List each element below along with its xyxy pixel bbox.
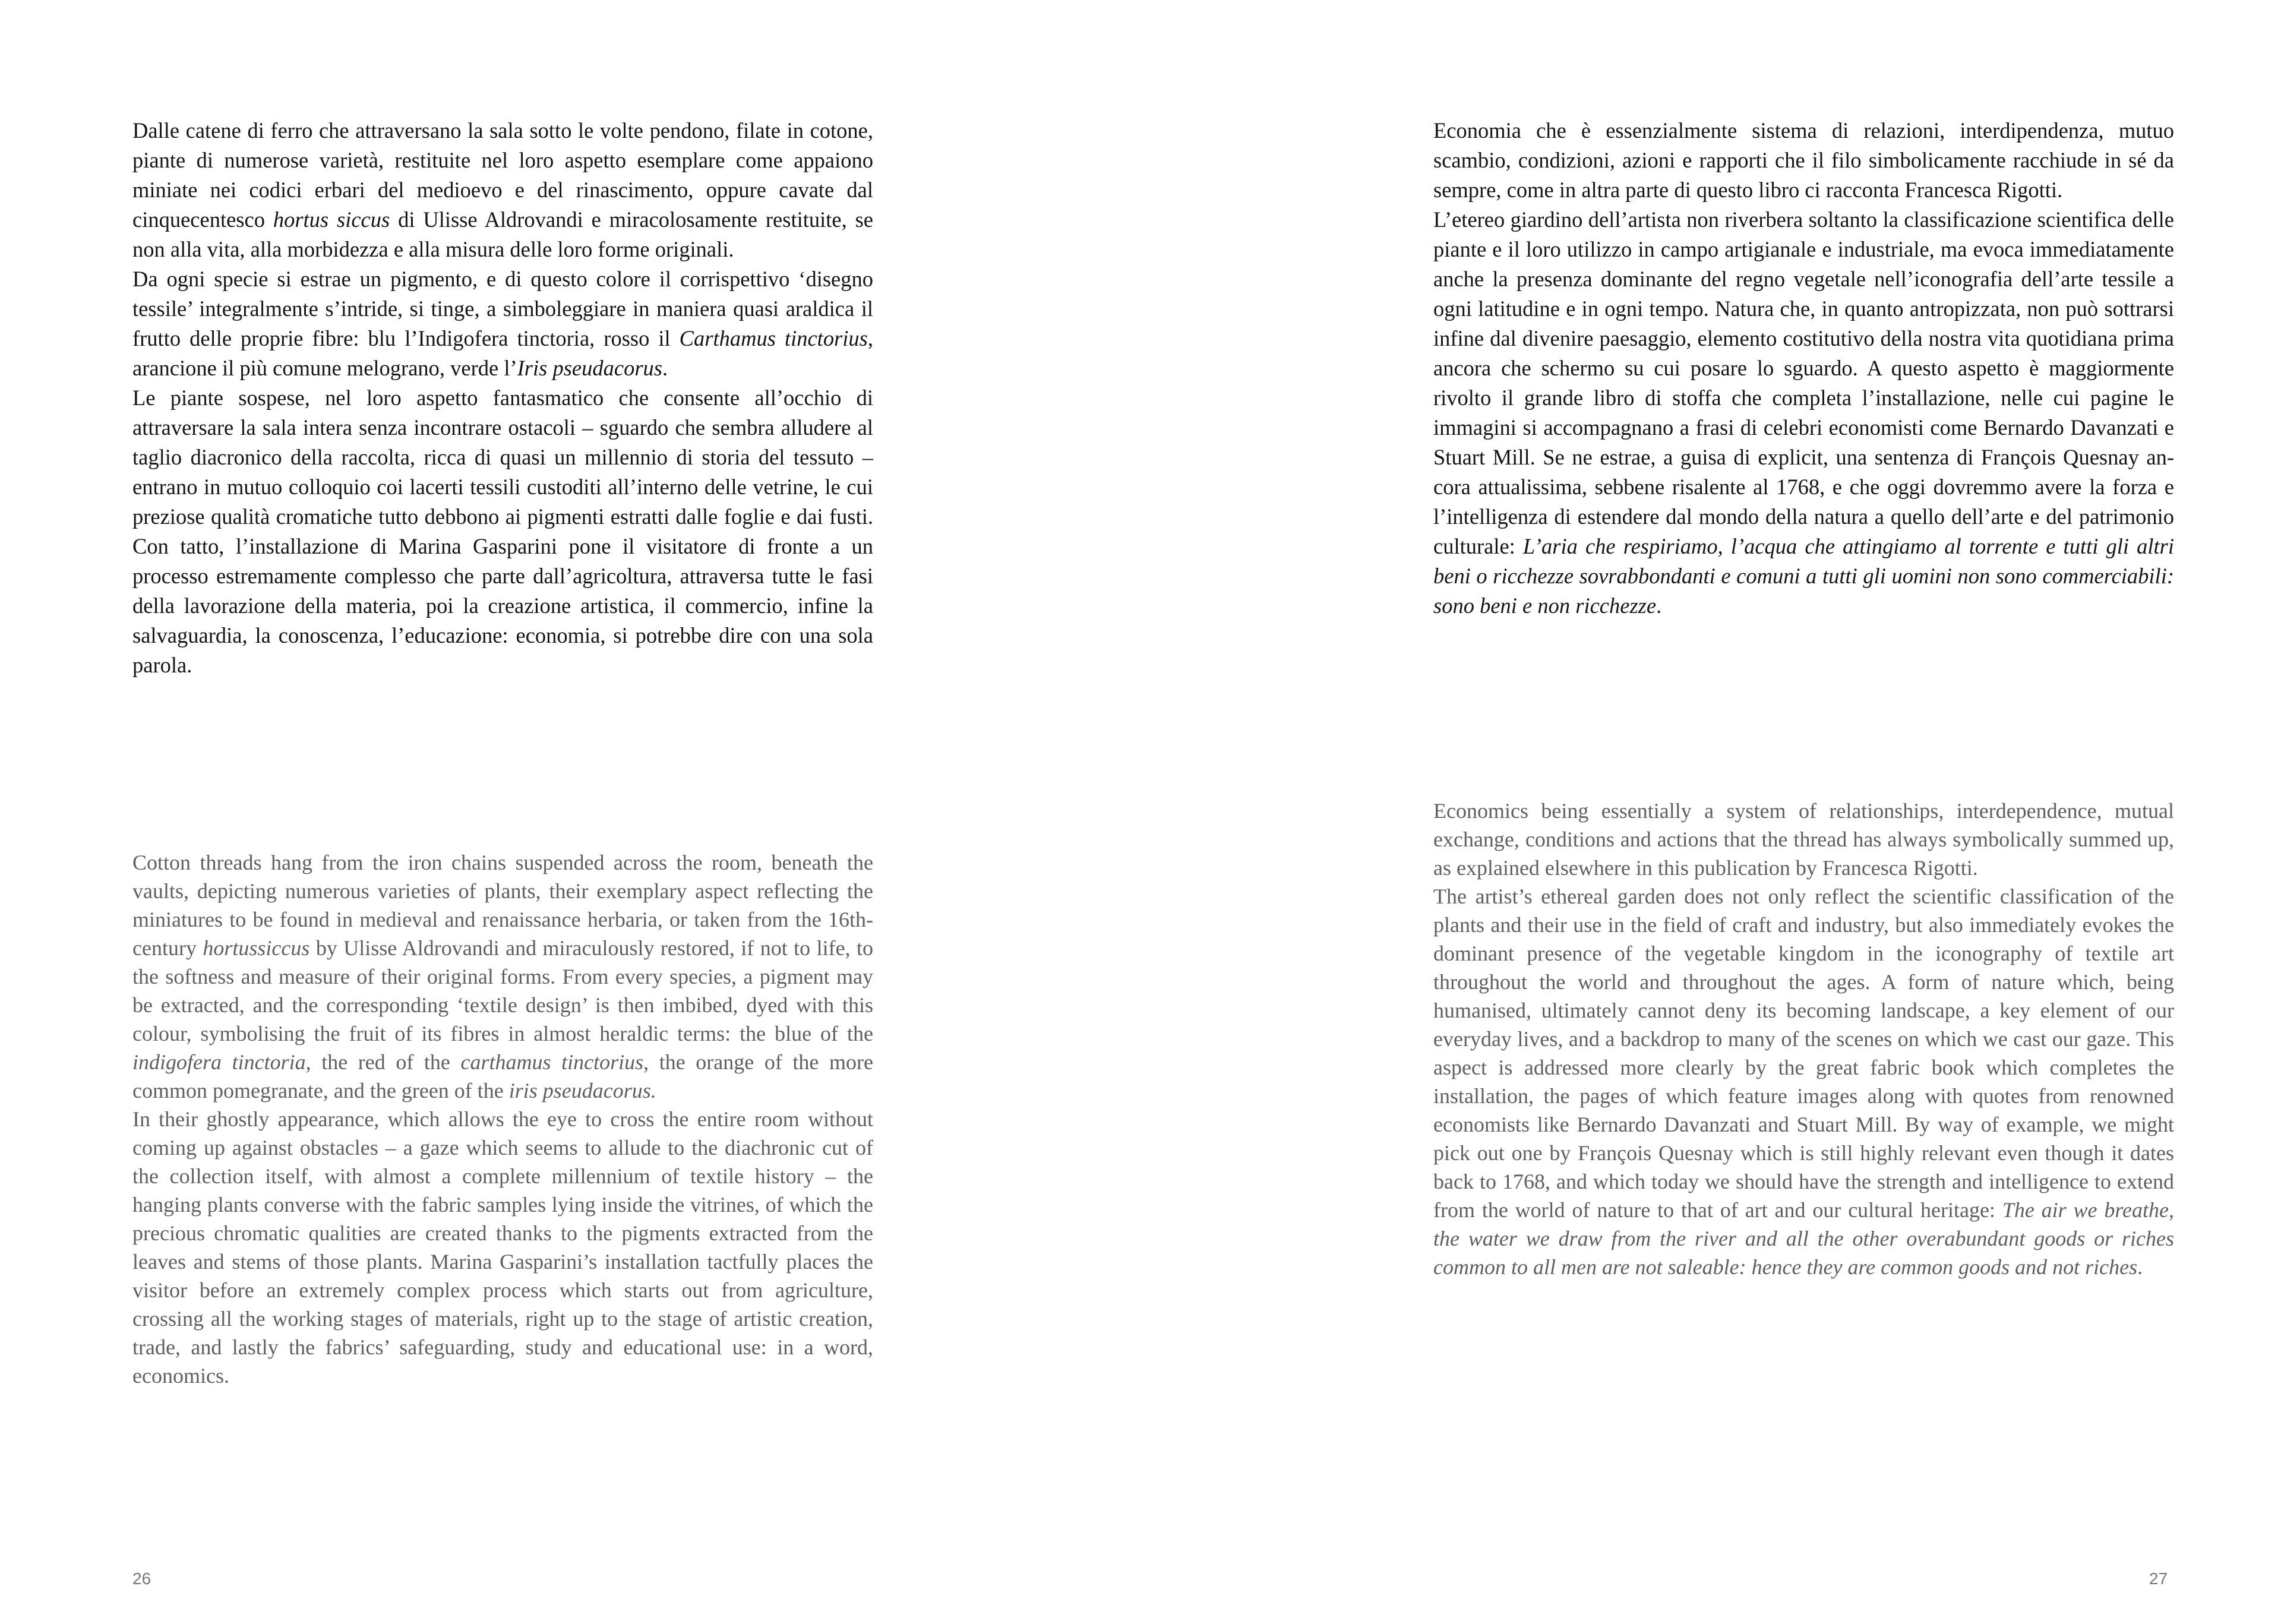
left-english-text: [132, 848, 879, 1390]
paragraph: [1433, 116, 2180, 205]
text-run: Economics being essentially a system of relationships, interdependence, mutual exchange, conditions and actions that the thread has always symbolically summed up, as explained elsewhere in this publication by Francesca Rigotti.: [1433, 799, 2179, 880]
text-run: Cotton threads hang from the iron chains suspended across the room, beneath the vaults, depicting numerous varieties of plants, their exemplary aspect reflecting the miniatures to be found in medieval and renaissance herbaria, or taken from the 16th-century: [132, 851, 879, 960]
paragraph: [132, 264, 879, 383]
italic-text: Iris pseudacorus: [517, 356, 662, 380]
text-run: .: [2137, 1255, 2143, 1279]
right-italian-text: [1433, 116, 2180, 621]
text-run: Dalle catene di ferro che attraversano la sala sotto le volte pendono, filate in cotone, piante di numerose varietà, restituite nel loro aspetto esemplare come appaiono miniate nei codici erbari del medioevo e del rinascimento, oppure cavate dal cinquecentesco: [132, 118, 879, 232]
italic-text: indigofera tinctoria,: [132, 1050, 311, 1074]
text-run: the red of the: [311, 1050, 461, 1074]
left-italian-text: [132, 116, 879, 680]
paragraph: [1433, 882, 2179, 1281]
paragraph: [132, 1105, 879, 1390]
text-run: , the orange of the more common pomegranate, and the green of the: [132, 1050, 879, 1102]
text-run: Le piante sospese, nel loro aspetto fantasmatico che consente all’occhio di attraversare la sala intera senza incontrare ostacoli – sguardo che sembra alludere al taglio diacronico della raccolta, ricca di quasi un millennio di storia del tessuto – entrano in mutuo colloquio coi lacerti tessili custoditi all’interno delle vetrine, le cui preziose qualità cromatiche tutto debbono ai pigmenti estratti dalle foglie e dai fusti. Con tatto, l’installazione di Marina Gasparini pone il visitatore di fronte a un processo estremamente complesso che parte dall’agricoltura, attraversa tutte le fasi della lavorazione della materia, poi la creazione artistica, il commercio, infine la salvaguardia, la conoscenza, l’educazione: economia, si potrebbe dire con una sola parola.: [132, 386, 879, 677]
italic-text: carthamus tinctorius: [460, 1050, 644, 1074]
page-number-right: 27: [2149, 1569, 2168, 1588]
text-run: Economia che è essenzialmente sistema di relazioni, interdipendenza, mutuo scambio, condizioni, azioni e rapporti che il filo simbolicamente racchiude in sé da sempre, come in altra parte di questo libro ci racconta Francesca Rigotti.: [1433, 118, 2180, 202]
text-run: L’etereo giardino dell’artista non riverbera soltanto la classificazione scientifica delle piante e il loro utilizzo in campo artigianale e industriale, ma evoca immediatamente anche la presenza dominante del regno vegetale nell’iconografia dell’arte tessile a ogni latitudine e in ogni tempo. Natura che, in quanto antropizzata, non può sottrarsi infine dal divenire paesaggio, elemento costitutivo della nostra vita quotidiana prima ancora che schermo su cui posare lo sguardo. A questo aspetto è maggiormente rivolto il grande libro di stoffa che completa l’installazione, nelle cui pagine le immagini si accompagnano a frasi di celebri economisti come Bernardo Davanzati e Stuart Mill. Se ne estrae, a guisa di explicit, una sentenza di François Quesnay ancora attualissima, sebbene risalente al 1768, e che oggi dovremmo avere la forza e l’intelligenza di estendere dal mondo della natura a quello dell’arte e del patrimonio culturale:: [1433, 207, 2180, 558]
text-run: In their ghostly appearance, which allows the eye to cross the entire room without coming up against obstacles – a gaze which seems to allude to the diachronic cut of the collection itself, with almost a complete millennium of textile history – the hanging plants converse with the fabric samples lying inside the vitrines, of which the precious chromatic qualities are created thanks to the pigments extracted from the leaves and stems of those plants. Marina Gasparini’s installation tactfully places the visitor before an extremely complex process which starts out from agriculture, crossing all the working stages of materials, right up to the stage of artistic creation, trade, and lastly the fabrics’ safeguarding, study and educational use: in a word, economics.: [132, 1107, 879, 1388]
page-number-left: 26: [132, 1569, 151, 1588]
paragraph: [1433, 205, 2180, 621]
paragraph: [1433, 797, 2179, 882]
italic-text: L’aria che respiriamo, l’acqua che attingiamo al torrente e tutti gli altri beni o ricchezze sovrabbondanti e comuni a tutti gli uomini non sono commerciabili: sono beni e non ricchezze: [1433, 534, 2180, 618]
italic-text: The air we breathe, the water we draw from the river and all the other overabundant goods or riches common to all men are not saleable: hence they are common goods and not riches: [1433, 1198, 2179, 1279]
italic-text: Carthamus tinctorius: [679, 326, 868, 350]
paragraph: [132, 848, 879, 1105]
italic-text: hortussiccus: [203, 936, 310, 960]
right-english-text: [1433, 797, 2179, 1281]
text-run: .: [1656, 593, 1662, 618]
italic-text: iris pseudacorus.: [508, 1079, 656, 1102]
text-run: Da ogni specie si estrae un pigmento, e di questo colore il corrispettivo ‘disegno tessile’ integralmente s’intride, si tinge, a simboleggiare in maniera quasi araldica il frutto delle proprie fibre: blu l’Indigofera tinctoria, rosso il: [132, 267, 879, 350]
text-run: by Ulisse Aldrovandi and miraculously restored, if not to life, to the softness and measure of their original forms. From every species, a pigment may be extracted, and the corresponding ‘textile design’ is then imbibed, dyed with this colour, symbolising the fruit of its fibres in almost heraldic terms: the blue of the: [132, 936, 879, 1045]
text-run: .: [662, 356, 668, 380]
text-run: di Ulisse Aldrovandi e miracolosamente restituite, se non alla vita, alla morbidezza e alla misura delle loro forme originali.: [132, 207, 879, 261]
paragraph: [132, 383, 879, 680]
text-run: The artist’s ethereal garden does not only reflect the scientific classification of the plants and their use in the field of craft and industry, but also immediately evokes the dominant presence of the vegetable kingdom in the iconography of textile art throughout the world and throughout the ages. A form of nature which, being humanised, ultimately cannot deny its becoming landscape, a key element of our everyday lives, and a backdrop to many of the scenes on which we cast our gaze. This aspect is addressed more clearly by the great fabric book which completes the installation, the pages of which feature images along with quotes from renowned economists like Bernardo Davanzati and Stuart Mill. By way of example, we might pick out one by François Quesnay which is still highly relevant even though it dates back to 1768, and which today we should have the strength and intelligence to extend from the world of nature to that of art and our cultural heritage:: [1433, 884, 2179, 1222]
paragraph: [132, 116, 879, 264]
text-run: , arancione il più comune melograno, verde l’: [132, 326, 879, 380]
italic-text: hortus siccus: [273, 207, 390, 232]
